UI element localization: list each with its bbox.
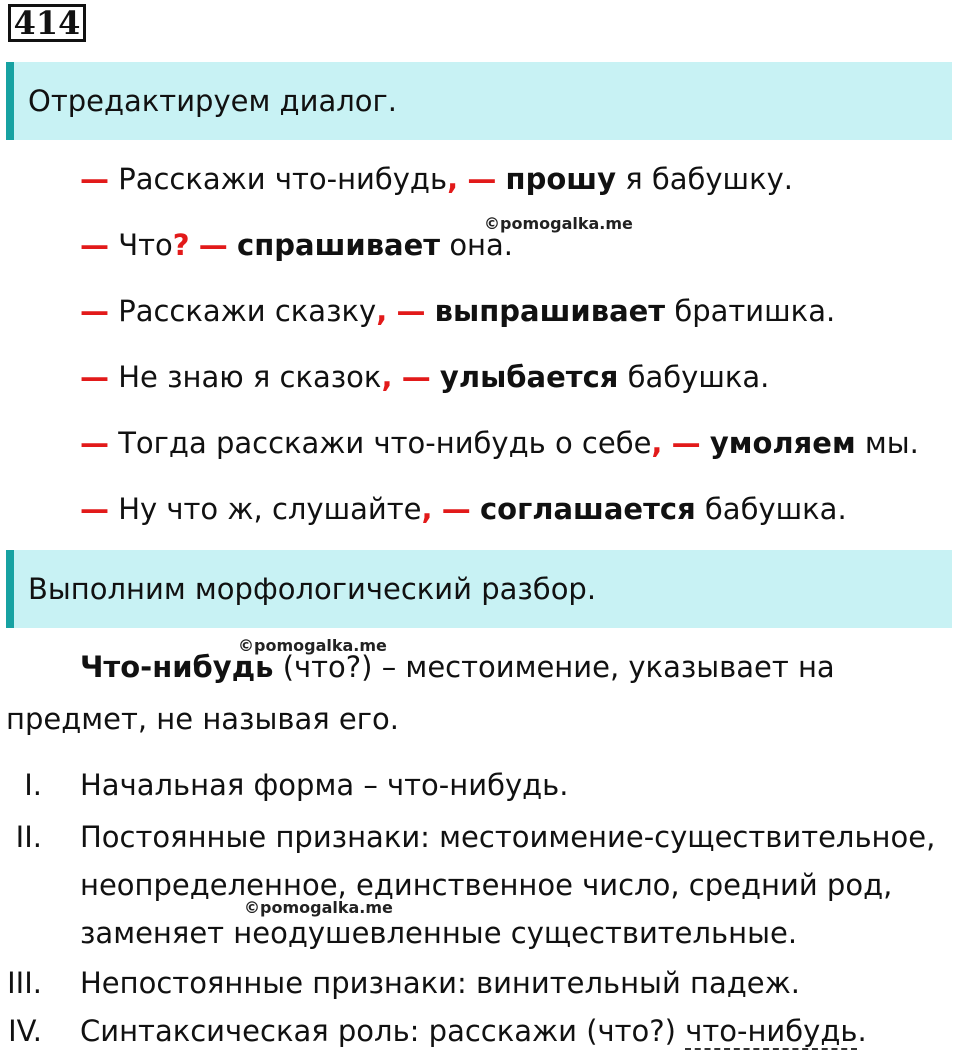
section-header-analysis bbox=[6, 550, 952, 628]
watermark: ©pomogalka.me bbox=[484, 214, 633, 233]
section-title: Выполним морфологический разбор. bbox=[28, 572, 597, 606]
item-text: заменяет неодушевленные существительные. bbox=[80, 916, 798, 950]
watermark: ©pomogalka.me bbox=[238, 636, 387, 655]
dialog-line: — Расскажи сказку, — выпрашивает братишка. bbox=[80, 294, 836, 328]
dialog-line: — Что? — спрашивает она. bbox=[80, 228, 514, 262]
section-header-dialog bbox=[6, 62, 952, 140]
item-numeral: IV. bbox=[8, 1014, 42, 1048]
item-text: неопределенное, единственное число, средний род, bbox=[80, 868, 893, 902]
item-numeral: I. bbox=[24, 768, 42, 802]
section-title: Отредактируем диалог. bbox=[28, 84, 397, 118]
task-number: 414 bbox=[8, 4, 86, 42]
item-numeral: III. bbox=[7, 966, 42, 1000]
item-text: Постоянные признаки: местоимение-существительное, bbox=[80, 820, 936, 854]
dialog-line: — Не знаю я сказок, — улыбается бабушка. bbox=[80, 360, 770, 394]
item-text: Синтаксическая роль: расскажи (что?) что-нибудь. bbox=[80, 1014, 867, 1048]
dialog-line: — Ну что ж, слушайте, — соглашается бабушка. bbox=[80, 492, 847, 526]
item-text: Непостоянные признаки: винительный падеж. bbox=[80, 966, 800, 1000]
analysis-definition: Что-нибудь (что?) – местоимение, указывает на bbox=[80, 650, 835, 684]
watermark: ©pomogalka.me bbox=[244, 898, 393, 917]
dialog-line: — Тогда расскажи что-нибудь о себе, — умоляем мы. bbox=[80, 426, 919, 460]
dialog-line: — Расскажи что-нибудь, — прошу я бабушку. bbox=[80, 162, 793, 196]
item-numeral: II. bbox=[15, 820, 42, 854]
item-text: Начальная форма – что-нибудь. bbox=[80, 768, 569, 802]
analysis-definition-cont: предмет, не называя его. bbox=[6, 702, 399, 736]
underlined-word: что-нибудь bbox=[685, 1014, 858, 1048]
